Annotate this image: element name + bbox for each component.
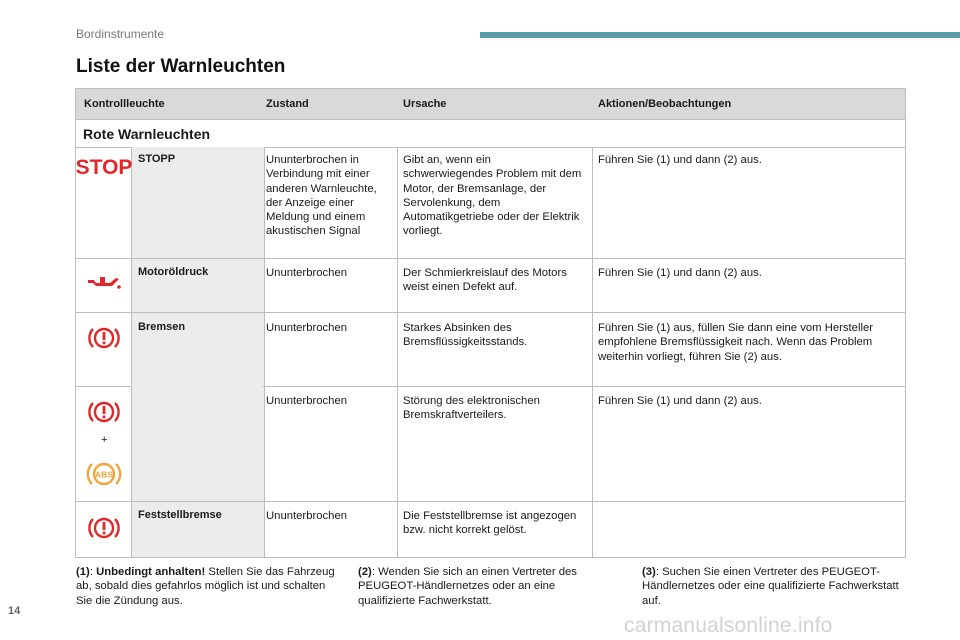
row-parking-cause: Die Feststellbremse ist angezogen bzw. nicht korrekt gelöst.: [403, 510, 577, 537]
brake-warning-icon: [88, 325, 120, 351]
group-row: [76, 119, 905, 148]
row-bremsen-state: Ununterbrochen: [266, 322, 348, 334]
section-label: Bordinstrumente: [76, 27, 165, 41]
stop-icon: [75, 156, 133, 179]
page-title: Liste der Warnleuchten: [76, 56, 286, 77]
row-stopp-action: Führen Sie (1) und dann (2) aus.: [598, 154, 762, 166]
row-oil-action: Führen Sie (1) und dann (2) aus.: [598, 267, 762, 279]
row-stopp-state: Ununterbrochen in Verbindung mit einer anderen Warnleuchte, der Anzeige einer Meldung und einem akustischen Signal: [266, 154, 377, 238]
icon-column: [76, 147, 131, 557]
row-bremsen-action: Führen Sie (1) aus, füllen Sie dann eine vom Hersteller empfohlene Bremsflüssigkeit nach. Wenn das Problem weiterhin vorliegt, führen Sie (2) aus.: [598, 322, 874, 363]
header-bar: [480, 32, 960, 38]
svg-text:STOP: STOP: [75, 156, 133, 179]
abs-icon: [87, 460, 121, 488]
row-oil-state: Ununterbrochen: [266, 267, 348, 279]
row-abs-action: Führen Sie (1) und dann (2) aus.: [598, 395, 762, 407]
footnote-1: (1): Unbedingt anhalten! Stellen Sie das Fahrzeug ab, sobald dies gefahrlos möglich ist und schalten Sie die Zündung aus.: [76, 566, 335, 607]
footnote-3: (3): Suchen Sie einen Vertreter des PEUGEOT-Händlernetzes oder eine qualifizierte Fachwerkstatt auf.: [642, 566, 899, 607]
footnote-2: (2): Wenden Sie sich an einen Vertreter des PEUGEOT-Händlernetzes oder an eine qualifizierte Fachwerkstatt.: [358, 566, 577, 607]
watermark: carmanualsonline.info: [624, 614, 833, 637]
header-zustand: Zustand: [266, 98, 309, 110]
oil-pressure-icon: [86, 274, 122, 292]
brake-warning-icon: [88, 399, 120, 425]
page-number: 14: [8, 605, 21, 617]
header-aktionen: Aktionen/Beobachtungen: [598, 98, 732, 110]
parking-brake-icon: [88, 515, 120, 541]
svg-text:ABS: ABS: [95, 469, 113, 480]
row-abs-state: Ununterbrochen: [266, 395, 348, 407]
table-header: [76, 88, 905, 120]
row-abs-cause: Störung des elektronischen Bremskraftverteilers.: [403, 395, 540, 422]
header-kontrollleuchte: Kontrollleuchte: [84, 98, 165, 110]
row-oil-cause: Der Schmierkreislauf des Motors weist einen Defekt auf.: [403, 267, 567, 294]
row-stopp-cause: Gibt an, wenn ein schwerwiegendes Problem mit dem Motor, der Bremsanlage, der Servolenkung, dem Automatikgetriebe oder der Elektrik vorliegt.: [403, 154, 582, 238]
group-title: Rote Warnleuchten: [83, 126, 211, 142]
row-parking-state: Ununterbrochen: [266, 510, 348, 522]
header-ursache: Ursache: [403, 98, 447, 110]
row-bremsen-name: Bremsen: [138, 321, 186, 333]
warning-lights-table: [75, 88, 906, 558]
row-bremsen-cause: Starkes Absinken des Bremsflüssigkeitsstands.: [403, 322, 528, 349]
row-stopp-name: STOPP: [138, 153, 176, 165]
plus-sign: +: [101, 434, 108, 446]
row-parking-name: Feststellbremse: [138, 509, 222, 521]
name-column: [131, 147, 265, 557]
row-oil-name: Motoröldruck: [138, 266, 209, 278]
